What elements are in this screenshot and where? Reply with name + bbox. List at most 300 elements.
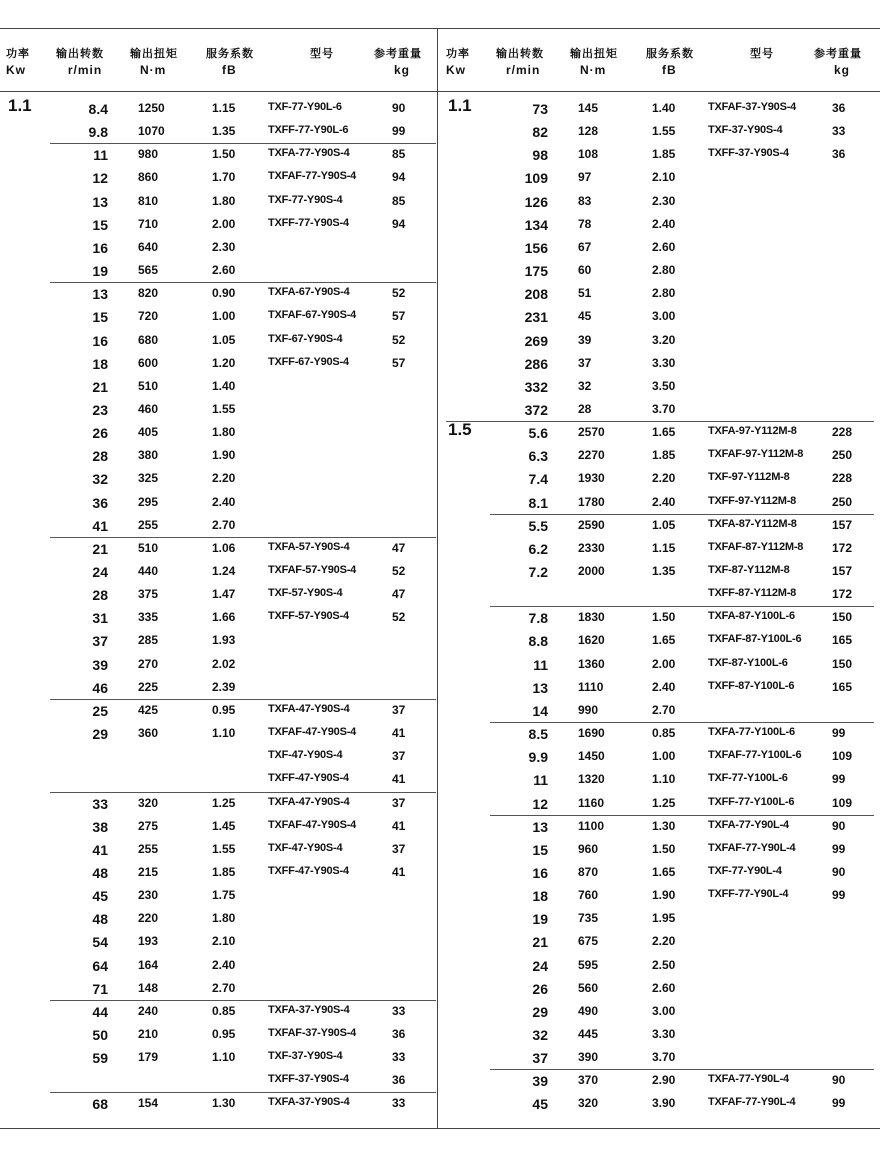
weight-cell: 37 — [392, 795, 406, 810]
factor-cell: 3.30 — [652, 355, 676, 370]
factor-cell: 1.15 — [652, 540, 676, 555]
speed-cell: 33 — [92, 795, 108, 812]
factor-cell: 2.80 — [652, 286, 676, 301]
right-table-header — [446, 46, 874, 86]
factor-cell: 1.93 — [212, 633, 236, 648]
weight-cell: 52 — [392, 286, 406, 301]
factor-cell: 1.85 — [652, 448, 676, 463]
speed-cell: 46 — [92, 679, 108, 696]
factor-cell: 1.85 — [652, 147, 676, 162]
table-row — [446, 260, 874, 283]
factor-cell: 1.65 — [652, 864, 676, 879]
table-row — [6, 214, 436, 237]
speed-cell: 175 — [524, 263, 548, 280]
torque-cell: 325 — [138, 471, 159, 486]
table-row — [446, 144, 874, 167]
torque-cell: 128 — [578, 124, 599, 139]
table-row — [6, 167, 436, 190]
factor-cell: 1.55 — [652, 124, 676, 139]
table-row — [6, 1093, 436, 1116]
torque-cell: 78 — [578, 216, 592, 231]
torque-cell: 320 — [578, 1096, 599, 1111]
header-rule — [0, 91, 880, 92]
torque-cell: 210 — [138, 1027, 159, 1041]
torque-cell: 960 — [578, 841, 599, 856]
table-row — [6, 515, 436, 538]
table-row — [446, 769, 874, 792]
table-row — [446, 422, 874, 445]
torque-cell: 2270 — [578, 448, 605, 463]
torque-cell: 2330 — [578, 540, 605, 555]
factor-cell: 1.45 — [212, 818, 236, 833]
table-row — [446, 584, 874, 607]
torque-cell: 320 — [138, 795, 159, 810]
weight-cell: 228 — [832, 471, 853, 486]
torque-cell: 83 — [578, 193, 592, 208]
model-cell: TXFAF-67-Y90S-4 — [268, 309, 357, 322]
torque-cell: 390 — [578, 1050, 599, 1065]
table-row — [446, 214, 874, 237]
model-cell: TXFAF-87-Y112M-8 — [708, 540, 804, 553]
torque-cell: 1100 — [578, 818, 605, 833]
speed-cell: 12 — [92, 170, 108, 187]
speed-cell: 13 — [532, 818, 548, 835]
factor-cell: 2.40 — [212, 494, 236, 509]
speed-cell: 21 — [532, 934, 548, 951]
factor-cell: 1.05 — [652, 517, 676, 532]
torque-cell: 675 — [578, 934, 599, 949]
speed-cell: 26 — [532, 980, 548, 997]
torque-cell: 215 — [138, 864, 159, 879]
torque-cell: 1250 — [138, 101, 165, 115]
table-row — [446, 931, 874, 954]
table-row — [446, 399, 874, 422]
table-row — [446, 515, 874, 538]
speed-cell: 9.8 — [88, 124, 108, 141]
torque-cell: 28 — [578, 401, 592, 416]
speed-cell: 126 — [524, 193, 548, 210]
torque-cell: 51 — [578, 286, 592, 301]
table-row — [6, 654, 436, 677]
torque-cell: 285 — [138, 633, 159, 648]
torque-cell: 640 — [138, 239, 159, 254]
factor-cell: 0.85 — [212, 1003, 236, 1018]
speed-cell: 19 — [92, 263, 108, 280]
factor-cell: 2.60 — [652, 239, 676, 254]
model-cell: TXFA-87-Y100L-6 — [708, 610, 795, 623]
model-cell: TXFF-67-Y90S-4 — [268, 355, 349, 368]
factor-cell: 1.40 — [212, 378, 236, 393]
model-cell: TXFA-37-Y90S-4 — [268, 1096, 350, 1109]
table-row — [6, 399, 436, 422]
weight-cell: 41 — [392, 726, 406, 741]
header-weight: 参考重量 kg — [374, 48, 422, 77]
model-cell: TXFA-57-Y90S-4 — [268, 540, 350, 553]
table-row — [6, 746, 436, 769]
speed-cell: 25 — [92, 702, 108, 719]
weight-cell: 90 — [832, 818, 846, 833]
torque-cell: 595 — [578, 957, 599, 972]
weight-cell: 33 — [392, 1050, 406, 1065]
speed-cell: 24 — [532, 957, 548, 974]
table-row — [6, 144, 436, 167]
speed-cell: 6.2 — [528, 540, 548, 557]
speed-cell: 29 — [532, 1003, 548, 1020]
speed-cell: 64 — [92, 957, 108, 974]
torque-cell: 295 — [138, 494, 159, 509]
weight-cell: 41 — [392, 864, 406, 879]
table-row — [6, 862, 436, 885]
factor-cell: 1.55 — [212, 401, 236, 416]
speed-cell: 109 — [524, 170, 548, 187]
torque-cell: 870 — [578, 864, 599, 879]
speed-cell: 54 — [92, 934, 108, 951]
model-cell: TXFA-87-Y112M-8 — [708, 517, 797, 530]
speed-cell: 7.8 — [528, 610, 548, 627]
torque-cell: 67 — [578, 239, 592, 254]
table-row — [6, 723, 436, 746]
weight-cell: 109 — [832, 795, 853, 810]
factor-cell: 2.40 — [212, 957, 236, 972]
factor-cell: 1.90 — [652, 888, 676, 903]
model-cell: TXFAF-97-Y112M-8 — [708, 448, 804, 461]
center-divider — [437, 28, 438, 1128]
table-row — [446, 1001, 874, 1024]
model-cell: TXFAF-77-Y90L-4 — [708, 1096, 796, 1109]
speed-cell: 6.3 — [528, 448, 548, 465]
weight-cell: 99 — [832, 1096, 846, 1111]
factor-cell: 1.50 — [212, 147, 236, 162]
factor-cell: 1.66 — [212, 610, 236, 625]
speed-cell: 13 — [532, 679, 548, 696]
header-weight: 参考重量 kg — [814, 48, 862, 77]
model-cell: TXFAF-47-Y90S-4 — [268, 726, 357, 739]
factor-cell: 1.25 — [212, 795, 236, 810]
factor-cell: 0.85 — [652, 726, 676, 741]
table-row — [446, 607, 874, 630]
table-row — [446, 468, 874, 491]
model-cell: TXF-77-Y100L-6 — [708, 772, 788, 785]
factor-cell: 2.40 — [652, 216, 676, 231]
model-cell: TXFA-77-Y90L-4 — [708, 1073, 789, 1086]
torque-cell: 460 — [138, 401, 159, 416]
speed-cell: 208 — [524, 286, 548, 303]
factor-cell: 2.40 — [652, 494, 676, 509]
table-row — [6, 839, 436, 862]
table-row — [446, 167, 874, 190]
speed-cell: 24 — [92, 564, 108, 580]
torque-cell: 1360 — [578, 656, 605, 671]
weight-cell: 157 — [832, 517, 853, 532]
torque-cell: 440 — [138, 564, 159, 578]
factor-cell: 2.50 — [652, 957, 676, 972]
torque-cell: 2570 — [578, 425, 605, 440]
factor-cell: 2.20 — [652, 471, 676, 486]
speed-cell: 7.2 — [528, 564, 548, 580]
factor-cell: 1.20 — [212, 355, 236, 370]
speed-cell: 19 — [532, 911, 548, 928]
table-row — [6, 677, 436, 700]
torque-cell: 220 — [138, 911, 159, 926]
table-row — [6, 561, 436, 584]
table-row — [446, 283, 874, 306]
weight-cell: 99 — [832, 772, 846, 787]
table-row — [446, 885, 874, 908]
torque-cell: 710 — [138, 216, 159, 231]
table-row — [6, 1001, 436, 1024]
speed-cell: 28 — [92, 448, 108, 465]
weight-cell: 150 — [832, 656, 853, 671]
torque-cell: 565 — [138, 263, 159, 278]
table-row — [446, 862, 874, 885]
table-row — [6, 492, 436, 515]
torque-cell: 810 — [138, 193, 159, 208]
speed-cell: 18 — [532, 888, 548, 905]
factor-cell: 2.30 — [212, 239, 236, 254]
torque-cell: 1450 — [578, 749, 605, 764]
model-cell: TXFF-37-Y90S-4 — [268, 1073, 349, 1086]
torque-cell: 1160 — [578, 795, 605, 810]
model-cell: TXFF-57-Y90S-4 — [268, 610, 349, 623]
speed-cell: 8.4 — [88, 101, 108, 117]
factor-cell: 2.70 — [212, 517, 236, 532]
factor-cell: 1.80 — [212, 911, 236, 926]
speed-cell: 36 — [92, 494, 108, 511]
header-factor: 服务系数 fB — [646, 48, 694, 77]
speed-cell: 5.5 — [528, 517, 548, 534]
model-cell: TXFAF-57-Y90S-4 — [268, 564, 357, 576]
header-torque: 输出扭矩 N·m — [570, 48, 618, 77]
header-speed: 输出转数 r/min — [56, 48, 104, 77]
factor-cell: 1.80 — [212, 425, 236, 440]
factor-cell: 2.20 — [212, 471, 236, 486]
factor-cell: 1.65 — [652, 633, 676, 648]
speed-cell: 15 — [92, 216, 108, 233]
model-cell: TXFAF-77-Y90S-4 — [268, 170, 357, 183]
factor-cell: 2.70 — [652, 702, 676, 717]
speed-cell: 32 — [92, 471, 108, 488]
weight-cell: 94 — [392, 216, 406, 231]
speed-cell: 11 — [93, 147, 108, 164]
model-cell: TXFF-87-Y112M-8 — [708, 587, 797, 600]
speed-cell: 14 — [532, 702, 548, 719]
weight-cell: 37 — [392, 702, 406, 717]
speed-cell: 16 — [92, 239, 108, 256]
table-row — [6, 816, 436, 839]
factor-cell: 1.95 — [652, 911, 676, 926]
factor-cell: 2.80 — [652, 263, 676, 278]
torque-cell: 360 — [138, 726, 159, 741]
model-cell: TXFAF-47-Y90S-4 — [268, 818, 357, 831]
torque-cell: 108 — [578, 147, 599, 162]
factor-cell: 1.10 — [212, 726, 236, 741]
factor-cell: 1.30 — [212, 1096, 236, 1111]
torque-cell: 148 — [138, 980, 159, 995]
weight-cell: 57 — [392, 355, 406, 370]
model-cell: TXF-97-Y112M-8 — [708, 471, 790, 484]
weight-cell: 33 — [832, 124, 846, 139]
table-row — [6, 630, 436, 653]
factor-cell: 2.00 — [652, 656, 676, 671]
table-row — [446, 723, 874, 746]
speed-cell: 59 — [92, 1050, 108, 1067]
table-row — [6, 260, 436, 283]
table-row — [6, 191, 436, 214]
header-model: 型号 — [310, 48, 334, 60]
torque-cell: 32 — [578, 378, 592, 393]
torque-cell: 1780 — [578, 494, 605, 509]
header-power: 功率 Kw — [446, 48, 470, 77]
torque-cell: 1620 — [578, 633, 605, 648]
speed-cell: 29 — [92, 726, 108, 743]
table-row — [6, 98, 436, 121]
speed-cell: 8.1 — [528, 494, 548, 511]
weight-cell: 37 — [392, 749, 406, 764]
torque-cell: 275 — [138, 818, 159, 833]
torque-cell: 990 — [578, 702, 599, 717]
speed-cell: 8.8 — [528, 633, 548, 650]
weight-cell: 109 — [832, 749, 853, 764]
factor-cell: 3.70 — [652, 401, 676, 416]
table-row — [446, 1047, 874, 1070]
table-row — [6, 885, 436, 908]
model-cell: TXFAF-77-Y100L-6 — [708, 749, 802, 762]
factor-cell: 2.20 — [652, 934, 676, 949]
factor-cell: 2.10 — [652, 170, 676, 185]
table-row — [446, 376, 874, 399]
model-cell: TXFF-77-Y100L-6 — [708, 795, 795, 808]
torque-cell: 720 — [138, 309, 159, 324]
speed-cell: 372 — [524, 401, 548, 418]
model-cell: TXF-67-Y90S-4 — [268, 332, 343, 345]
factor-cell: 1.00 — [212, 309, 236, 324]
factor-cell: 1.55 — [212, 841, 236, 856]
table-row — [446, 561, 874, 584]
weight-cell: 57 — [392, 309, 406, 324]
power-cell: 1.5 — [448, 420, 472, 440]
torque-cell: 60 — [578, 263, 592, 278]
table-row — [6, 445, 436, 468]
model-cell: TXFA-47-Y90S-4 — [268, 795, 350, 808]
table-row — [446, 630, 874, 653]
table-row — [6, 538, 436, 561]
factor-cell: 3.90 — [652, 1096, 676, 1111]
factor-cell: 1.65 — [652, 425, 676, 440]
speed-cell: 98 — [532, 147, 548, 164]
factor-cell: 2.10 — [212, 934, 236, 949]
model-cell: TXF-77-Y90L-6 — [268, 101, 342, 113]
weight-cell: 41 — [392, 818, 406, 833]
weight-cell: 94 — [392, 170, 406, 185]
factor-cell: 2.39 — [212, 679, 236, 694]
table-row — [446, 793, 874, 816]
factor-cell: 3.00 — [652, 309, 676, 324]
weight-cell: 99 — [832, 726, 846, 741]
left-table-header — [6, 46, 436, 86]
table-row — [6, 1024, 436, 1047]
torque-cell: 490 — [578, 1003, 599, 1018]
model-cell: TXFAF-87-Y100L-6 — [708, 633, 802, 646]
model-cell: TXF-37-Y90S-4 — [708, 124, 783, 137]
table-row — [6, 121, 436, 144]
model-cell: TXF-87-Y112M-8 — [708, 564, 790, 576]
speed-cell: 156 — [524, 239, 548, 256]
table-row — [446, 98, 874, 121]
torque-cell: 1830 — [578, 610, 605, 625]
torque-cell: 179 — [138, 1050, 159, 1065]
weight-cell: 250 — [832, 448, 853, 463]
weight-cell: 36 — [392, 1027, 406, 1041]
speed-cell: 269 — [524, 332, 548, 349]
weight-cell: 33 — [392, 1096, 406, 1111]
torque-cell: 735 — [578, 911, 599, 926]
power-cell: 1.1 — [448, 96, 472, 115]
weight-cell: 47 — [392, 540, 406, 555]
factor-cell: 1.90 — [212, 448, 236, 463]
torque-cell: 980 — [138, 147, 159, 162]
table-row — [446, 121, 874, 144]
table-row — [6, 978, 436, 1001]
torque-cell: 164 — [138, 957, 159, 972]
weight-cell: 157 — [832, 564, 853, 578]
speed-cell: 134 — [524, 216, 548, 233]
table-row — [446, 237, 874, 260]
factor-cell: 1.10 — [212, 1050, 236, 1065]
torque-cell: 1690 — [578, 726, 605, 741]
speed-cell: 16 — [92, 332, 108, 349]
weight-cell: 250 — [832, 494, 853, 509]
torque-cell: 193 — [138, 934, 159, 949]
header-power: 功率 Kw — [6, 48, 30, 77]
torque-cell: 370 — [578, 1073, 599, 1088]
model-cell: TXFA-67-Y90S-4 — [268, 286, 350, 299]
weight-cell: 90 — [832, 1073, 846, 1088]
speed-cell: 41 — [92, 841, 108, 858]
factor-cell: 1.00 — [652, 749, 676, 764]
speed-cell: 68 — [92, 1096, 108, 1113]
speed-cell: 23 — [92, 401, 108, 418]
torque-cell: 97 — [578, 170, 592, 185]
torque-cell: 45 — [578, 309, 592, 324]
speed-cell: 50 — [92, 1027, 108, 1043]
table-row — [6, 793, 436, 816]
weight-cell: 85 — [392, 193, 406, 208]
model-cell: TXFF-97-Y112M-8 — [708, 494, 797, 507]
model-cell: TXFF-77-Y90S-4 — [268, 216, 349, 229]
speed-cell: 31 — [92, 610, 108, 627]
model-cell: TXFA-47-Y90S-4 — [268, 702, 350, 715]
weight-cell: 47 — [392, 587, 406, 602]
table-row — [446, 746, 874, 769]
factor-cell: 1.85 — [212, 864, 236, 879]
table-row — [446, 330, 874, 353]
model-cell: TXFAF-37-Y90S-4 — [268, 1027, 357, 1039]
power-cell: 1.1 — [8, 96, 32, 115]
table-row — [446, 191, 874, 214]
weight-cell: 36 — [832, 147, 846, 162]
torque-cell: 240 — [138, 1003, 159, 1018]
torque-cell: 510 — [138, 378, 159, 393]
factor-cell: 1.10 — [652, 772, 676, 787]
speed-cell: 48 — [92, 911, 108, 928]
model-cell: TXFA-77-Y100L-6 — [708, 726, 795, 739]
model-cell: TXFF-37-Y90S-4 — [708, 147, 789, 160]
torque-cell: 255 — [138, 517, 159, 532]
speed-cell: 7.4 — [528, 471, 548, 488]
speed-cell: 332 — [524, 378, 548, 395]
factor-cell: 1.35 — [652, 564, 676, 578]
weight-cell: 165 — [832, 633, 853, 648]
